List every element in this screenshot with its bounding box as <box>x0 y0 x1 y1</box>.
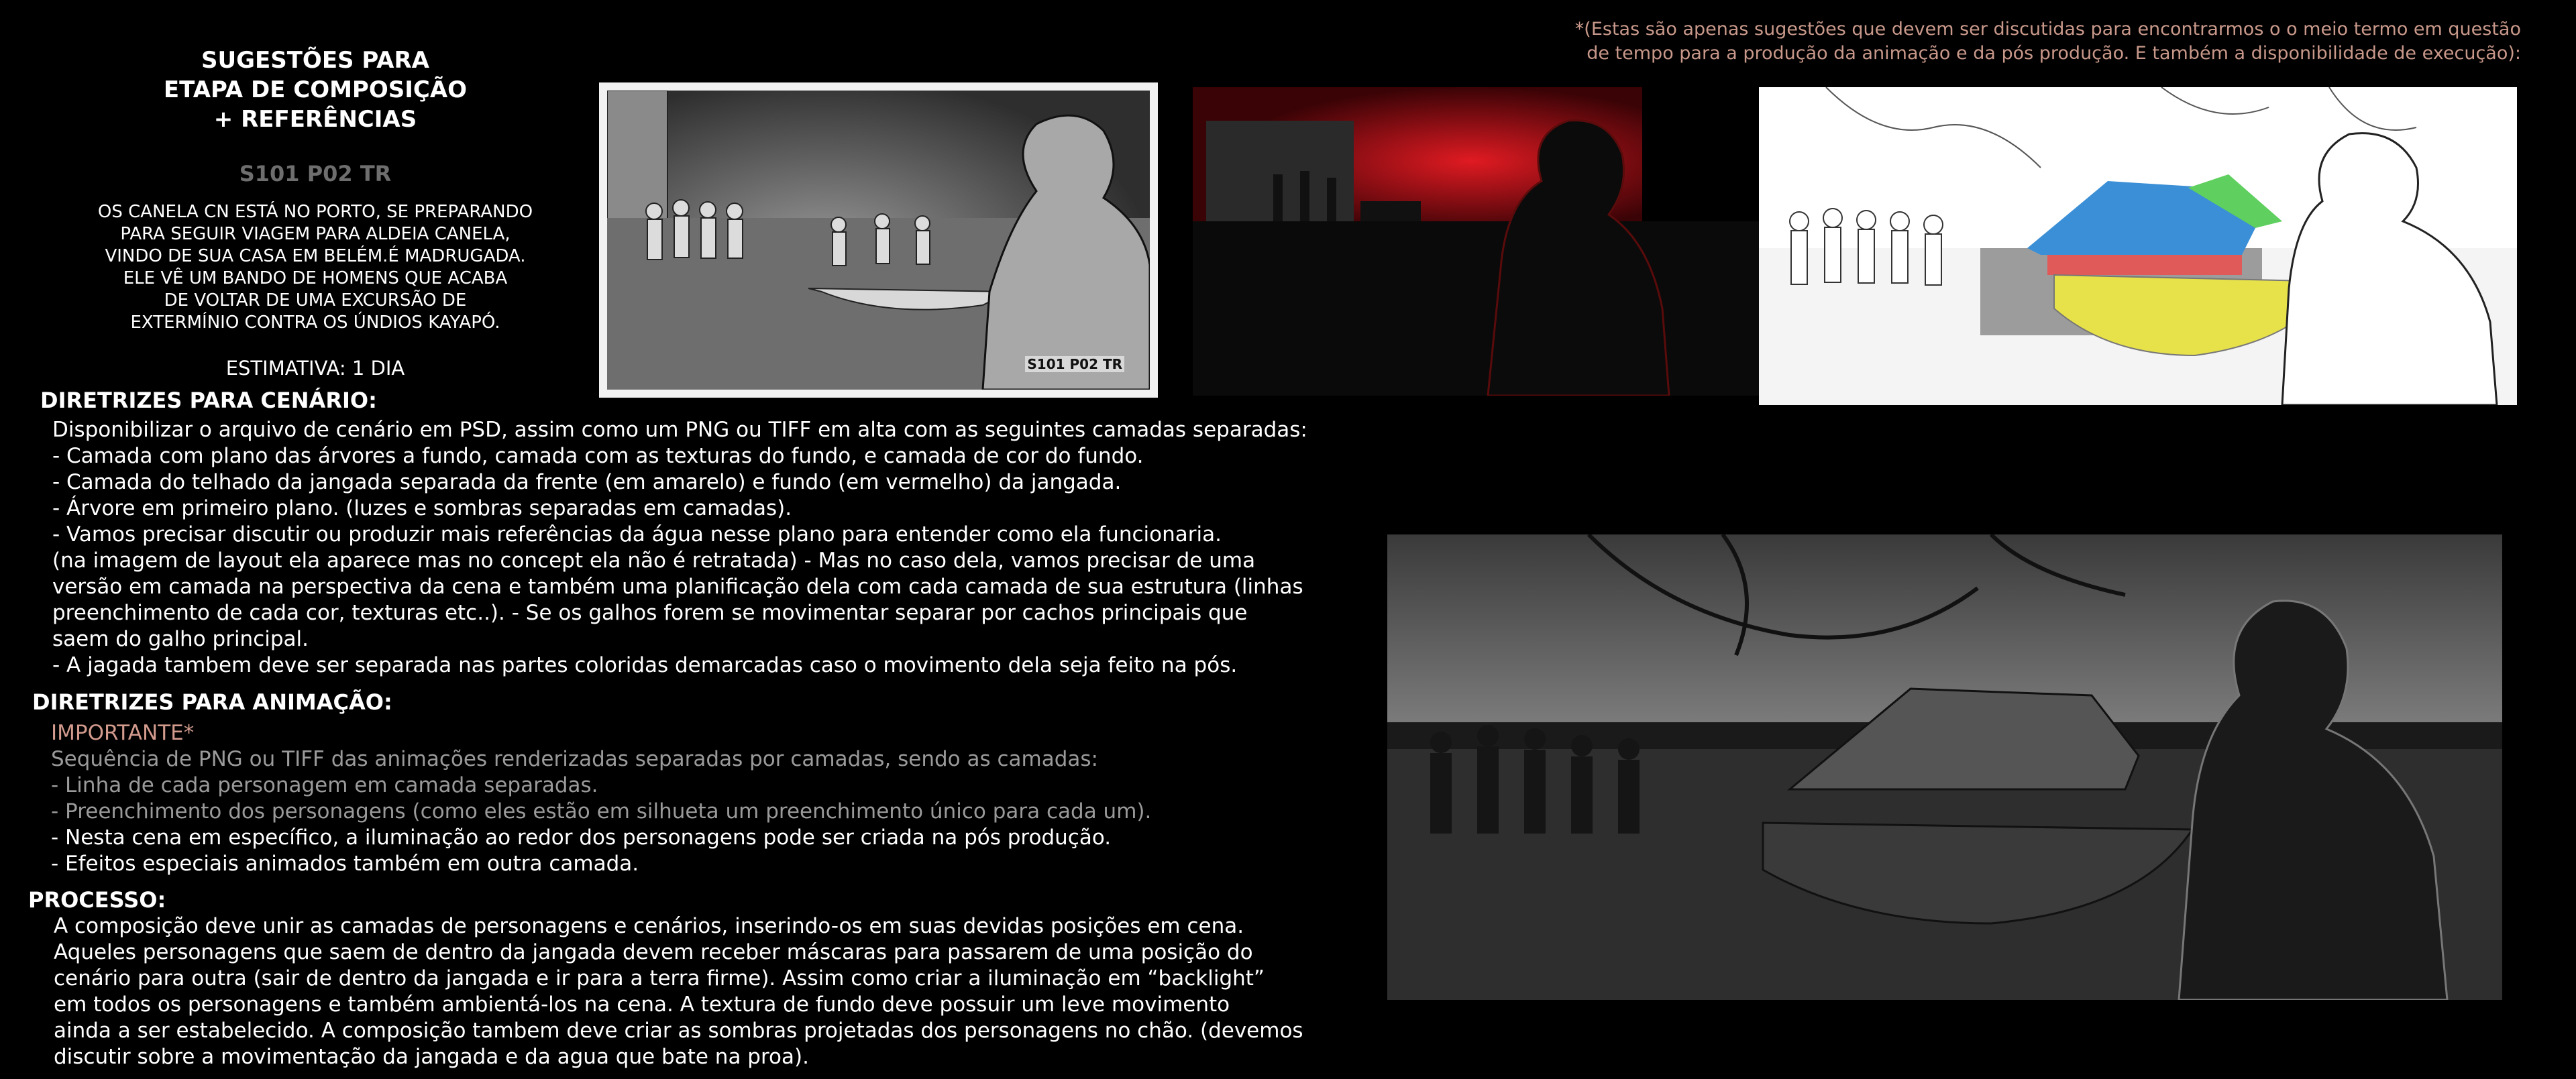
synopsis-line: PARA SEGUIR VIAGEM PARA ALDEIA CANELA, <box>120 224 511 244</box>
processo-description <box>54 913 1303 1070</box>
animacao-guidelines <box>51 720 1151 877</box>
synopsis-line: ELE VÊ UM BANDO DE HOMENS QUE ACABA <box>123 268 508 288</box>
important-label: IMPORTANTE* <box>51 721 195 745</box>
layout-sketch-illustration <box>607 91 1150 390</box>
synopsis-line: EXTERMÍNIO CONTRA OS ÚNDIOS KAYAPÓ. <box>130 313 500 333</box>
title-line-1: SUGESTÕES PARA <box>201 47 429 74</box>
estimate-label: ESTIMATIVA: 1 DIA <box>225 357 405 380</box>
title-line-2: ETAPA DE COMPOSIÇÃO <box>163 76 468 103</box>
guideline-line: saem do galho principal. <box>52 627 309 651</box>
layout-sketch-panel <box>599 82 1158 398</box>
process-line: cenário para outra (sair de dentro da jangada e ir para a terra firme). Assim como criar a iluminação em “backlight” <box>54 966 1265 990</box>
color-concept-panel <box>1193 87 1775 396</box>
guideline-line: - Camada do telhado da jangada separada da frente (em amarelo) e fundo (em vermelho) da jangada. <box>52 470 1122 494</box>
guideline-line: preenchimento de cada cor, texturas etc..). - Se os galhos forem se movimentar separar por cachos principais que <box>52 601 1248 625</box>
section-title-animacao: DIRETRIZES PARA ANIMAÇÃO: <box>32 689 392 715</box>
guideline-line: Sequência de PNG ou TIFF das animações renderizadas separadas por camadas, sendo as camadas: <box>51 747 1098 771</box>
guideline-line: - Vamos precisar discutir ou produzir mais referências da água nesse plano para entender como ela funcionaria. <box>52 522 1222 547</box>
disclaimer-line: *(Estas são apenas sugestões que devem ser discutidas para encontrarmos o o meio termo em questão <box>1574 19 2521 40</box>
guideline-line: versão em camada na perspectiva da cena e também uma planificação dela com cada camada de sua estrutura (linhas <box>52 575 1303 599</box>
process-line: discutir sobre a movimentação da jangada e da agua que bate na proa). <box>54 1045 809 1069</box>
process-line: em todos os personagens e também ambientá-los na cena. A textura de fundo deve possuir um leve movimento <box>54 992 1230 1017</box>
guideline-line: - Preenchimento dos personagens (como eles estão em silhueta um preenchimento único para cada um). <box>51 799 1152 824</box>
synopsis-line: DE VOLTAR DE UMA EXCURSÃO DE <box>164 290 467 310</box>
color-concept-illustration <box>1193 87 1775 396</box>
layer-separation-panel <box>1759 87 2517 405</box>
shot-code: S101 P02 TR <box>239 161 392 186</box>
synopsis-line: OS CANELA CN ESTÁ NO PORTO, SE PREPARANDO <box>97 202 533 222</box>
disclaimer-note <box>1515 17 2521 66</box>
section-title-cenario: DIRETRIZES PARA CENÁRIO: <box>40 388 377 413</box>
process-line: Aqueles personagens que saem de dentro da jangada devem receber máscaras para passarem de uma posição do <box>54 940 1253 964</box>
synopsis-line: VINDO DE SUA CASA EM BELÉM.É MADRUGADA. <box>105 246 526 266</box>
cenario-guidelines <box>52 417 1307 679</box>
guideline-line: - Efeitos especiais animados também em outra camada. <box>51 852 639 876</box>
guideline-line: (na imagem de layout ela aparece mas no concept ela não é retratada) - Mas no caso dela, vamos precisar de uma <box>52 549 1256 573</box>
guideline-line: - Árvore em primeiro plano. (luzes e sombras separadas em camadas). <box>52 496 792 520</box>
guideline-line: - Camada com plano das árvores a fundo, camada com as texturas do fundo, e camada de cor do fundo. <box>52 444 1144 468</box>
layout-shot-code: S101 P02 TR <box>1025 356 1124 372</box>
title-line-3: + REFERÊNCIAS <box>213 106 417 133</box>
layer-separation-illustration <box>1759 87 2517 405</box>
process-line: A composição deve unir as camadas de personagens e cenários, inserindo-os em suas devidas posições em cena. <box>54 914 1244 938</box>
section-title-processo: PROCESSO: <box>28 887 166 913</box>
layout-sketch-image <box>607 91 1150 390</box>
final-concept-illustration <box>1387 534 2502 1000</box>
guideline-line: - Nesta cena em específico, a iluminação ao redor dos personagens pode ser criada na pós produção. <box>51 826 1112 850</box>
synopsis <box>40 201 590 334</box>
disclaimer-line: de tempo para a produção da animação e da pós produção. E também a disponibilidade de execução): <box>1587 43 2521 64</box>
guideline-line: Disponibilizar o arquivo de cenário em PSD, assim como um PNG ou TIFF em alta com as seguintes camadas separadas: <box>52 418 1307 442</box>
guideline-line: - Linha de cada personagem em camada separadas. <box>51 773 598 797</box>
page-title <box>80 46 550 134</box>
process-line: ainda a ser estabelecido. A composição tambem deve criar as sombras projetadas dos personagens no chão. (devemos <box>54 1019 1303 1043</box>
final-concept-panel <box>1387 534 2502 1000</box>
guideline-line: - A jagada tambem deve ser separada nas partes coloridas demarcadas caso o movimento dela seja feito na pós. <box>52 653 1238 677</box>
